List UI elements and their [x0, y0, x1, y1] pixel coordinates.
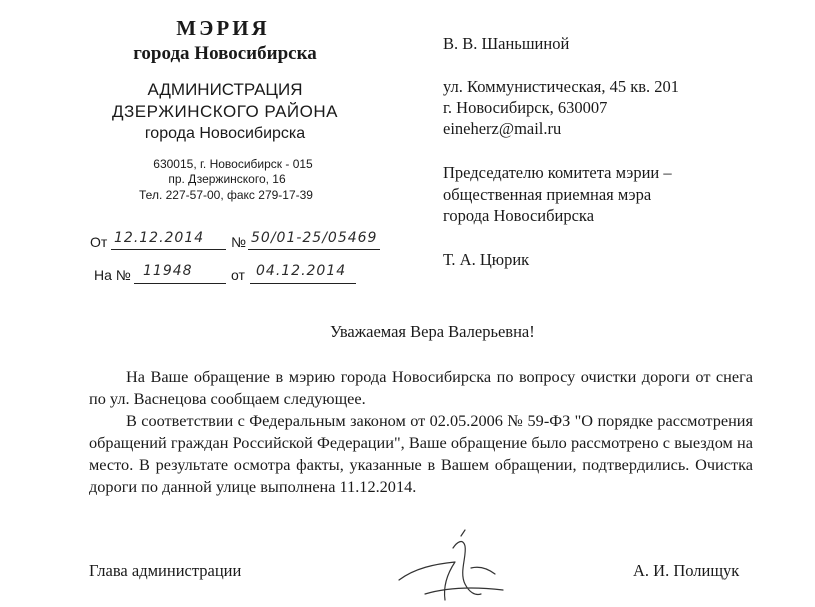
from-label: От	[90, 234, 108, 250]
admin-line-2: ДЗЕРЖИНСКОГО РАЙОНА	[112, 102, 338, 121]
signatory-name: А. И. Полищук	[633, 561, 740, 580]
number-handwritten: 50/01-25/05469	[251, 230, 378, 246]
in-reply-from-label: от	[231, 267, 245, 283]
recipient-email: eineherz@mail.ru	[443, 119, 562, 138]
in-reply-label: На №	[94, 267, 131, 283]
address-line-2: пр. Дзержинского, 16	[168, 172, 286, 186]
copy-name: Т. А. Цюрик	[443, 250, 530, 269]
in-reply-number-underline	[134, 283, 226, 284]
copy-line-1: Председателю комитета мэрии –	[443, 163, 672, 182]
copy-line-2: общественная приемная мэра	[443, 185, 652, 204]
copy-line-3: города Новосибирска	[443, 206, 595, 225]
from-date-handwritten: 12.12.2014	[114, 230, 205, 246]
address-line-1: 630015, г. Новосибирск - 015	[153, 157, 313, 171]
address-line-3: Тел. 227-57-00, факс 279-17-39	[139, 188, 313, 202]
recipient-name: В. В. Шаньшиной	[443, 34, 570, 53]
admin-line-3: города Новосибирска	[144, 125, 306, 142]
body-paragraph-2: В соответствии с Федеральным законом от 02.05.2006 № 59-ФЗ "О порядке рассмотрения обращений граждан Российской Федерации", Ваше обращение было рассмотрено с выездом на место. В результате осмотра факты, указанные в Вашем обращении, подтвердились. Очистка дороги по данной улице выполнена 11.12.2014.	[89, 411, 753, 496]
org-subtitle: города Новосибирска	[133, 43, 317, 64]
in-reply-date-handwritten: 04.12.2014	[256, 263, 347, 279]
in-reply-number-handwritten: 11948	[143, 263, 193, 279]
recipient-street: ул. Коммунистическая, 45 кв. 201	[443, 77, 680, 96]
admin-line-1: АДМИНИСТРАЦИЯ	[147, 80, 303, 99]
body-paragraph-1: На Ваше обращение в мэрию города Новосибирска по вопросу очистки дороги от снега по ул. Васнецова сообщаем следующее.	[89, 367, 753, 408]
org-title: МЭРИЯ	[176, 16, 270, 40]
from-date-underline	[111, 249, 226, 250]
in-reply-date-underline	[250, 283, 356, 284]
number-underline	[248, 249, 380, 250]
recipient-city: г. Новосибирск, 630007	[443, 98, 608, 117]
signature-title: Глава администрации	[89, 561, 242, 580]
number-label: №	[231, 234, 247, 250]
handwritten-signature	[395, 528, 510, 607]
salutation: Уважаемая Вера Валерьевна!	[330, 322, 535, 341]
